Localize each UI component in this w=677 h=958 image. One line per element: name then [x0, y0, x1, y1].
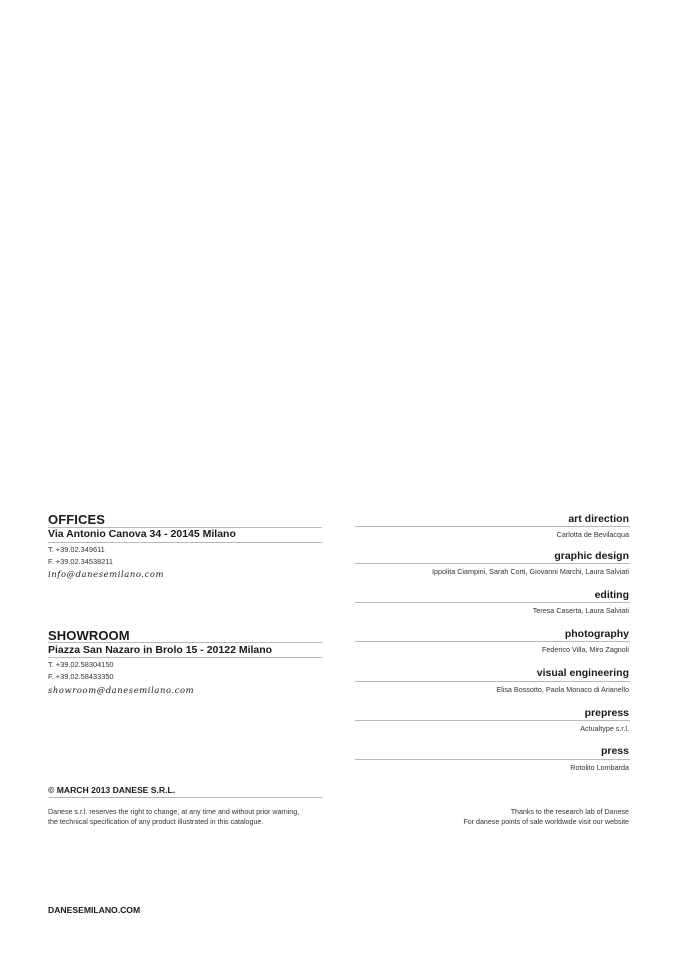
credit-role: press [600, 745, 629, 757]
copyright: © MARCH 2013 DANESE S.R.L. [48, 785, 176, 795]
offices-fax: F. +39.02.34538211 [48, 557, 113, 566]
showroom-fax: F. +39.02.58433350 [48, 672, 114, 681]
credit-names: Teresa Caserta, Laura Salviati [532, 606, 629, 615]
divider [355, 563, 630, 564]
credit-names: Actualtype s.r.l. [580, 724, 629, 733]
disclaimer-line-1: Danese s.r.l. reserves the right to change, at any time and without prior warning, [48, 808, 300, 816]
divider [48, 642, 322, 643]
divider [355, 759, 630, 760]
credit-role: art direction [568, 513, 629, 525]
credit-names: Rotolito Lombarda [570, 763, 629, 772]
thanks-line-1: Thanks to the research lab of Danese [510, 808, 629, 816]
showroom-email-link[interactable]: showroom@danesemilano.com [48, 685, 195, 695]
divider [355, 602, 630, 603]
divider [355, 681, 630, 682]
divider [355, 641, 630, 642]
divider [48, 657, 322, 658]
credit-role: visual engineering [536, 667, 629, 679]
showroom-address: Piazza San Nazaro in Brolo 15 - 20122 Milano [48, 644, 273, 656]
credit-names: Federico Villa, Miro Zagnoli [542, 645, 629, 654]
offices-phone: T. +39.02.349611 [48, 545, 105, 554]
thanks-line-2: For danese points of sale worldwide visit our website [463, 818, 629, 826]
credit-names: Carlotta de Bevilacqua [556, 530, 629, 539]
offices-title: OFFICES [48, 512, 106, 527]
showroom-phone: T. +39.02.58304150 [48, 660, 114, 669]
website-link[interactable]: DANESEMILANO.COM [48, 905, 141, 915]
divider [48, 542, 322, 543]
credit-role: graphic design [554, 550, 629, 562]
disclaimer-line-2: the technical specification of any product illustrated in this catalogue. [48, 818, 264, 826]
divider [48, 797, 322, 798]
offices-address: Via Antonio Canova 34 - 20145 Milano [48, 528, 236, 540]
credit-role: editing [594, 589, 629, 601]
offices-email-link[interactable]: info@danesemilano.com [48, 569, 165, 579]
divider [355, 720, 630, 721]
credit-role: photography [564, 628, 629, 640]
showroom-title: SHOWROOM [48, 628, 130, 643]
credit-names: Elisa Bossotto, Paola Monaco di Arianello [496, 685, 629, 694]
credit-names: Ippolita Ciampini, Sarah Corti, Giovanni Marchi, Laura Salviati [432, 567, 629, 576]
divider [355, 526, 630, 527]
credit-role: prepress [584, 707, 629, 719]
